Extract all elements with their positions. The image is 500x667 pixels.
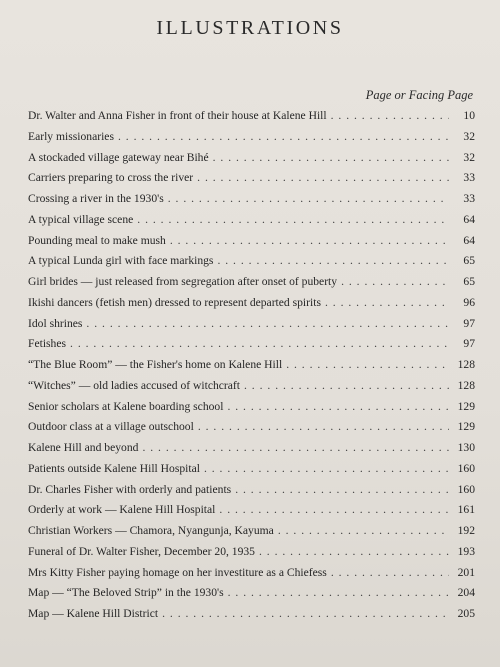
page-number: 33 bbox=[463, 192, 475, 205]
page-number: 160 bbox=[457, 461, 475, 475]
illustration-entry bbox=[28, 337, 475, 358]
illustration-entry bbox=[28, 171, 475, 192]
illustration-caption: Dr. Walter and Anna Fisher in front of their house at Kalene Hill bbox=[28, 109, 327, 122]
dot-leader bbox=[228, 586, 449, 599]
illustration-entry bbox=[28, 483, 475, 504]
illustration-entry bbox=[28, 234, 475, 255]
dot-leader bbox=[70, 337, 449, 350]
illustration-caption: “The Blue Room” — the Fisher's home on Kalene Hill bbox=[28, 358, 283, 371]
dot-leader bbox=[168, 192, 449, 205]
dot-leader bbox=[227, 400, 449, 413]
page-column-header: Page or Facing Page bbox=[365, 88, 473, 102]
page-number: 64 bbox=[463, 233, 475, 247]
dot-leader bbox=[213, 151, 449, 164]
illustration-caption: Outdoor class at a village outschool bbox=[28, 420, 194, 434]
illustration-entry bbox=[28, 192, 475, 213]
illustration-caption: A stockaded village gateway near Bihé bbox=[28, 150, 209, 164]
page-number: 130 bbox=[457, 441, 475, 454]
illustration-caption: Orderly at work — Kalene Hill Hospital bbox=[28, 503, 216, 517]
illustration-caption: Carriers preparing to cross the river bbox=[28, 171, 194, 185]
dot-leader bbox=[219, 503, 449, 516]
page-number: 129 bbox=[457, 399, 475, 413]
illustration-caption: Patients outside Kalene Hill Hospital bbox=[28, 461, 200, 475]
page-number: 32 bbox=[463, 129, 475, 143]
page-number: 201 bbox=[457, 565, 475, 579]
dot-leader bbox=[325, 296, 449, 309]
page-number: 128 bbox=[457, 358, 475, 371]
page-number: 10 bbox=[463, 109, 475, 122]
page-number: 65 bbox=[463, 275, 475, 288]
page-number: 64 bbox=[463, 212, 475, 226]
page-title: ILLUSTRATIONS bbox=[156, 17, 344, 39]
illustration-entry bbox=[28, 151, 475, 172]
page-number: 129 bbox=[457, 420, 475, 434]
illustration-entry bbox=[28, 503, 475, 524]
dot-leader bbox=[244, 379, 449, 392]
page-number: 128 bbox=[457, 378, 475, 392]
illustration-entry bbox=[28, 462, 475, 483]
dot-leader bbox=[137, 213, 449, 226]
dot-leader bbox=[331, 109, 449, 122]
dot-leader bbox=[86, 317, 449, 330]
illustration-entry bbox=[28, 524, 475, 545]
illustration-entry bbox=[28, 317, 475, 338]
dot-leader bbox=[217, 254, 449, 267]
illustration-caption: Idol shrines bbox=[28, 316, 83, 330]
page-number: 33 bbox=[463, 171, 475, 185]
illustration-entry bbox=[28, 213, 475, 234]
illustration-entry bbox=[28, 545, 475, 566]
illustration-entry bbox=[28, 400, 475, 421]
illustration-caption: Map — “The Beloved Strip” in the 1930's bbox=[28, 586, 224, 600]
dot-leader bbox=[142, 441, 449, 454]
page-number: 97 bbox=[463, 316, 475, 330]
illustration-caption: Funeral of Dr. Walter Fisher, December 20, 1935 bbox=[28, 544, 255, 558]
illustration-entry bbox=[28, 566, 475, 587]
page-number: 205 bbox=[457, 607, 475, 620]
page-number: 192 bbox=[457, 524, 475, 537]
illustration-caption: Dr. Charles Fisher with orderly and patients bbox=[28, 482, 232, 496]
illustration-caption: Crossing a river in the 1930's bbox=[28, 192, 164, 205]
illustration-entry bbox=[28, 130, 475, 151]
illustration-caption: A typical Lunda girl with face markings bbox=[28, 254, 214, 268]
illustration-entry bbox=[28, 254, 475, 275]
illustration-caption: Pounding meal to make mush bbox=[28, 233, 166, 247]
illustration-caption: Early missionaries bbox=[28, 129, 114, 143]
dot-leader bbox=[235, 483, 449, 496]
page-number: 204 bbox=[457, 586, 475, 600]
illustration-caption: Mrs Kitty Fisher paying homage on her investiture as a Chiefess bbox=[28, 565, 327, 579]
illustration-caption: Girl brides — just released from segregation after onset of puberty bbox=[28, 275, 338, 288]
dot-leader bbox=[331, 566, 449, 579]
illustration-entry bbox=[28, 586, 475, 607]
dot-leader bbox=[259, 545, 449, 558]
illustration-caption: Ikishi dancers (fetish men) dressed to represent departed spirits bbox=[28, 295, 321, 309]
illustration-entry bbox=[28, 296, 475, 317]
dot-leader bbox=[170, 234, 449, 247]
illustration-entry bbox=[28, 379, 475, 400]
page-number: 96 bbox=[463, 295, 475, 309]
page-number: 193 bbox=[457, 544, 475, 558]
illustration-entry bbox=[28, 358, 475, 379]
illustration-caption: Senior scholars at Kalene boarding school bbox=[28, 399, 224, 413]
page-number: 97 bbox=[463, 337, 475, 351]
dot-leader bbox=[204, 462, 449, 475]
illustration-caption: A typical village scene bbox=[28, 212, 134, 226]
page-number: 161 bbox=[457, 503, 475, 517]
illustration-entry bbox=[28, 109, 475, 130]
page-number: 160 bbox=[457, 482, 475, 496]
page-number: 65 bbox=[463, 254, 475, 268]
illustration-entry bbox=[28, 420, 475, 441]
dot-leader bbox=[198, 420, 449, 433]
dot-leader bbox=[118, 130, 449, 143]
illustration-caption: Map — Kalene Hill District bbox=[28, 607, 159, 620]
illustration-entry bbox=[28, 607, 475, 628]
dot-leader bbox=[286, 358, 449, 371]
dot-leader bbox=[278, 524, 449, 537]
illustration-caption: Kalene Hill and beyond bbox=[28, 441, 139, 454]
dot-leader bbox=[197, 171, 449, 184]
illustration-entry bbox=[28, 275, 475, 296]
dot-leader bbox=[162, 607, 449, 620]
illustration-caption: Christian Workers — Chamora, Nyangunja, Kayuma bbox=[28, 524, 274, 537]
illustration-caption: Fetishes bbox=[28, 337, 67, 351]
page-number: 32 bbox=[463, 150, 475, 164]
dot-leader bbox=[341, 275, 449, 288]
illustration-caption: “Witches” — old ladies accused of witchcraft bbox=[28, 378, 240, 392]
illustrations-list bbox=[28, 109, 475, 628]
illustration-entry bbox=[28, 441, 475, 462]
